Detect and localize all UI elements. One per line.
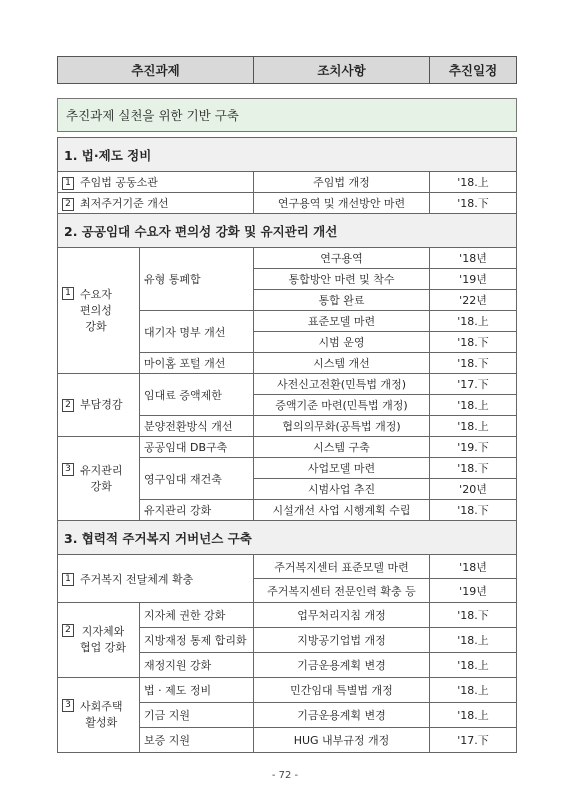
table-row: 1 수요자 편의성 강화 유형 통폐합 연구용역 '18년 [58,248,517,269]
category-cell: 1 주거복지 전달체계 확충 [58,555,254,603]
section-title-1: 1. 법·제도 정비 [58,138,517,172]
table-row: 기금 지원 기금운용계획 변경 '18.上 [58,703,517,728]
category-cell: 2 지자체와 협업 강화 [58,603,140,678]
table-row: 주거복지센터 전문인력 확충 등 '19년 [58,579,517,603]
header-table [57,56,517,84]
header-task: 추진과제 [58,57,254,84]
table-row: 통합 완료 '22년 [58,290,517,311]
table-row: 3 유지관리 강화 공공임대 DB구축 시스템 구축 '19.下 [58,437,517,458]
header-schedule: 추진일정 [430,57,517,84]
section-title-3: 3. 협력적 주거복지 거버넌스 구축 [58,521,517,555]
table-row: 시범 운영 '18.下 [58,332,517,353]
plan-table [57,98,517,753]
table-row: 2 부담경감 임대료 증액제한 사전신고전환(민특법 개정) '17.下 [58,374,517,395]
item-number: 1 [62,177,74,190]
table-row: 증액기준 마련(민특법 개정) '18.上 [58,395,517,416]
table-row: 2 최저주거기준 개선 연구용역 및 개선방안 마련 '18.下 [58,193,517,214]
table-row: 재정지원 강화 기금운용계획 변경 '18.上 [58,653,517,678]
table-row: 2 지자체와 협업 강화 지자체 권한 강화 업무처리지침 개정 '18.下 [58,603,517,628]
table-row: 유지관리 강화 시설개선 사업 시행계획 수립 '18.下 [58,500,517,521]
table-row: 1 주임법 공동소관 주임법 개정 '18.上 [58,172,517,193]
table-row: 1 주거복지 전달체계 확충 주거복지센터 표준모델 마련 '18년 [58,555,517,579]
table-row: 3 사회주택 활성화 법 · 제도 정비 민간임대 특별법 개정 '18.上 [58,678,517,703]
header-action: 조치사항 [254,57,430,84]
section-title-2: 2. 공공임대 수요자 편의성 강화 및 유지관리 개선 [58,214,517,248]
category-cell: 3 유지관리 강화 [58,437,140,521]
category-cell: 3 사회주택 활성화 [58,678,140,753]
table-row: 영구임대 재건축 사업모델 마련 '18.下 [58,458,517,479]
category-cell: 2 부담경감 [58,374,140,437]
table-row: 보증 지원 HUG 내부규정 개정 '17.下 [58,728,517,753]
table-row: 분양전환방식 개선 협의의무화(공특법 개정) '18.上 [58,416,517,437]
item-number: 2 [62,198,74,211]
page-number: - 72 - [271,770,299,781]
category-cell: 1 수요자 편의성 강화 [58,248,140,374]
table-row: 대기자 명부 개선 표준모델 마련 '18.上 [58,311,517,332]
table-row: 통합방안 마련 및 착수 '19년 [58,269,517,290]
table-row: 시범사업 추진 '20년 [58,479,517,500]
band-title: 추진과제 실천을 위한 기반 구축 [58,99,517,132]
table-row: 마이홈 포털 개선 시스템 개선 '18.下 [58,353,517,374]
table-row: 지방재정 통제 합리화 지방공기업법 개정 '18.上 [58,628,517,653]
